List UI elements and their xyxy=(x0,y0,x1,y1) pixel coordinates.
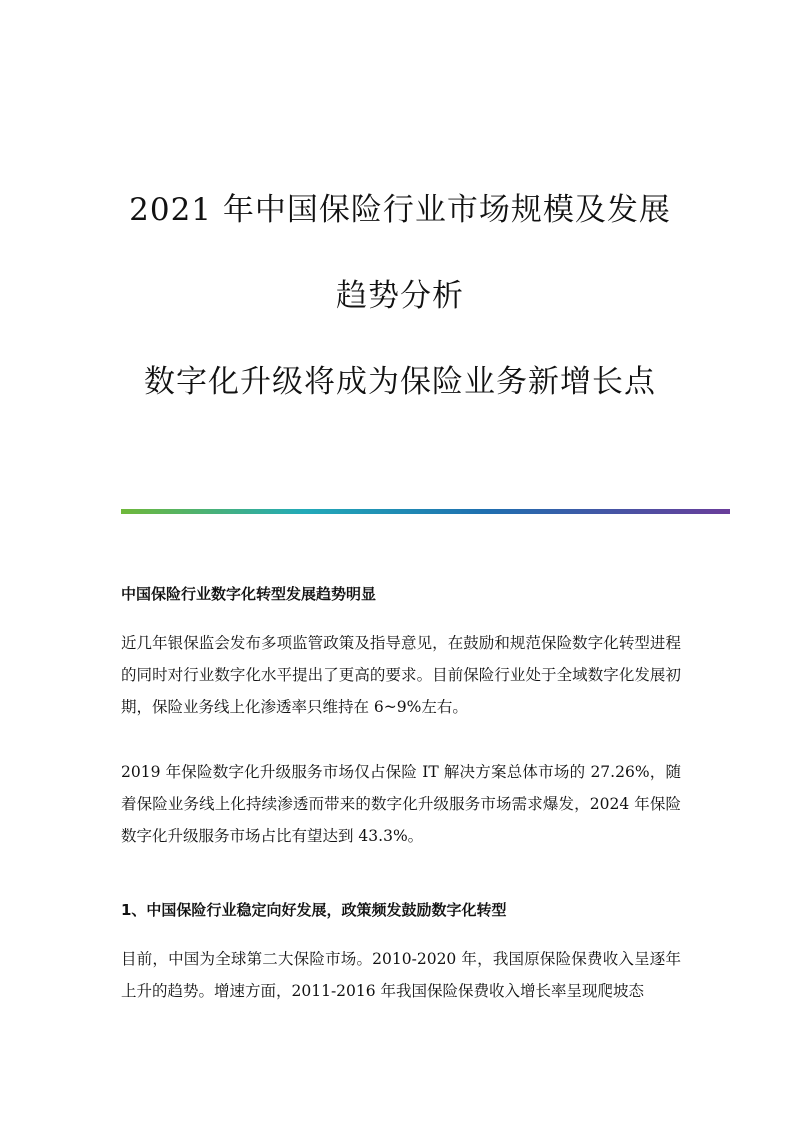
paragraph-1: 近几年银保监会发布多项监管政策及指导意见，在鼓励和规范保险数字化转型进程的同时对行业数字化水平提出了更高的要求。目前保险行业处于全域数字化发展初期，保险业务线上化渗透率只维持在 6~9%左右。 xyxy=(121,634,681,716)
paragraph-2: 2019 年保险数字化升级服务市场仅占保险 IT 解决方案总体市场的 27.26%，随着保险业务线上化持续渗透而带来的数字化升级服务市场需求爆发，2024 年保险数字化升级服务市场占比有望达到 43.3%。 xyxy=(121,763,681,845)
gradient-divider xyxy=(121,509,730,514)
document-title-line-2: 趋势分析 xyxy=(336,278,464,314)
section-heading: 中国保险行业数字化转型发展趋势明显 xyxy=(121,585,377,603)
paragraph-3: 目前，中国为全球第二大保险市场。2010-2020 年，我国原保险保费收入呈逐年上升的趋势。增速方面，2011-2016 年我国保险保费收入增长率呈现爬坡态 xyxy=(121,950,681,1000)
subheading-1: 1、中国保险行业稳定向好发展，政策频发鼓励数字化转型 xyxy=(121,901,507,919)
document-title-line-1: 2021 年中国保险行业市场规模及发展 xyxy=(129,192,671,228)
document-subtitle: 数字化升级将成为保险业务新增长点 xyxy=(144,364,656,400)
